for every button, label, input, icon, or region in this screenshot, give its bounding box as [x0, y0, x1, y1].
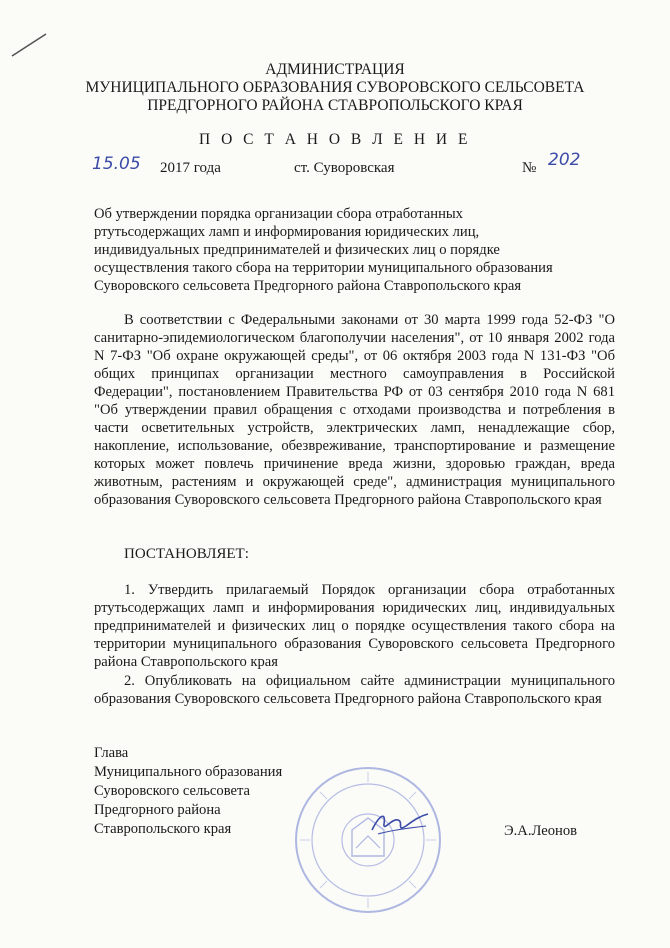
document-place: ст. Суворовская — [294, 160, 395, 176]
handwritten-number: 202 — [548, 150, 581, 170]
document-title: П О С Т А Н О В Л Е Н И Е — [199, 131, 471, 148]
signature-line: Муниципального образования — [94, 764, 283, 780]
handwritten-date: 15.05 — [92, 154, 141, 174]
signature-line: Глава — [94, 745, 129, 761]
resolution-item-2: 2. Опубликовать на официальном сайте администрации муниципального образования Суворовского сельсовета Предгорного района Ставропольского края — [94, 673, 615, 707]
handwritten-signature-icon — [368, 808, 432, 838]
document-year: 2017 года — [160, 160, 221, 176]
subject-line: ртутьсодержащих ламп и информирования юридических лиц, — [94, 224, 480, 240]
number-label: № — [522, 160, 537, 176]
subject-line: Суворовского сельсовета Предгорного района Ставропольского края — [94, 278, 522, 294]
header-line-2: МУНИЦИПАЛЬНОГО ОБРАЗОВАНИЯ СУВОРОВСКОГО СЕЛЬСОВЕТА — [85, 79, 585, 96]
document-subject — [94, 205, 614, 295]
subject-line: осуществления такого сбора на территории муниципального образования — [94, 260, 553, 276]
header-line-1: АДМИНИСТРАЦИЯ — [265, 61, 405, 78]
resolve-heading: ПОСТАНОВЛЯЕТ: — [124, 546, 249, 562]
resolution-item-1: 1. Утвердить прилагаемый Порядок организации сбора отработанных ртутьсодержащих ламп и информирования юридических лиц, индивидуальных предпринимателей и физических лиц о порядке осуществления такого сбора на территории муниципального образования Суворовского сельсовета Предгорного района Ставропольского края — [94, 582, 615, 670]
signer-name: Э.А.Леонов — [504, 823, 578, 839]
signature-line: Ставропольского края — [94, 821, 232, 837]
subject-line: индивидуальных предпринимателей и физических лиц о порядке — [94, 242, 500, 258]
signature-line: Предгорного района — [94, 802, 221, 818]
header-line-3: ПРЕДГОРНОГО РАЙОНА СТАВРОПОЛЬСКОГО КРАЯ — [147, 97, 523, 114]
pen-mark-icon — [10, 30, 50, 60]
subject-line: Об утверждении порядка организации сбора отработанных — [94, 206, 463, 222]
signature-line: Суворовского сельсовета — [94, 783, 251, 799]
signature-block — [94, 744, 324, 839]
preamble-paragraph: В соответствии с Федеральными законами от 30 марта 1999 года 52-ФЗ "О санитарно-эпидемиологическом благополучии населения", от 10 января 2002 года N 7-ФЗ "Об охране окружающей среды", от 06 октября 2003 года N 131-ФЗ "Об общих принципах организации местного самоуправления в Российской Федерации", постановлением Правительства РФ от 03 сентября 2010 года N 681 "Об утверждении правил обращения с отходами производства и потребления в части осветительных устройств, электрических ламп, ненадлежащие сбор, накопление, использование, обезвреживание, транспортирование и размещение которых может повлечь причинение вреда жизни, здоровью граждан, вреда животным, растениям и окружающей среде", администрация муниципального образования Суворовского сельсовета Предгорного района Ставропольского края — [94, 312, 615, 508]
